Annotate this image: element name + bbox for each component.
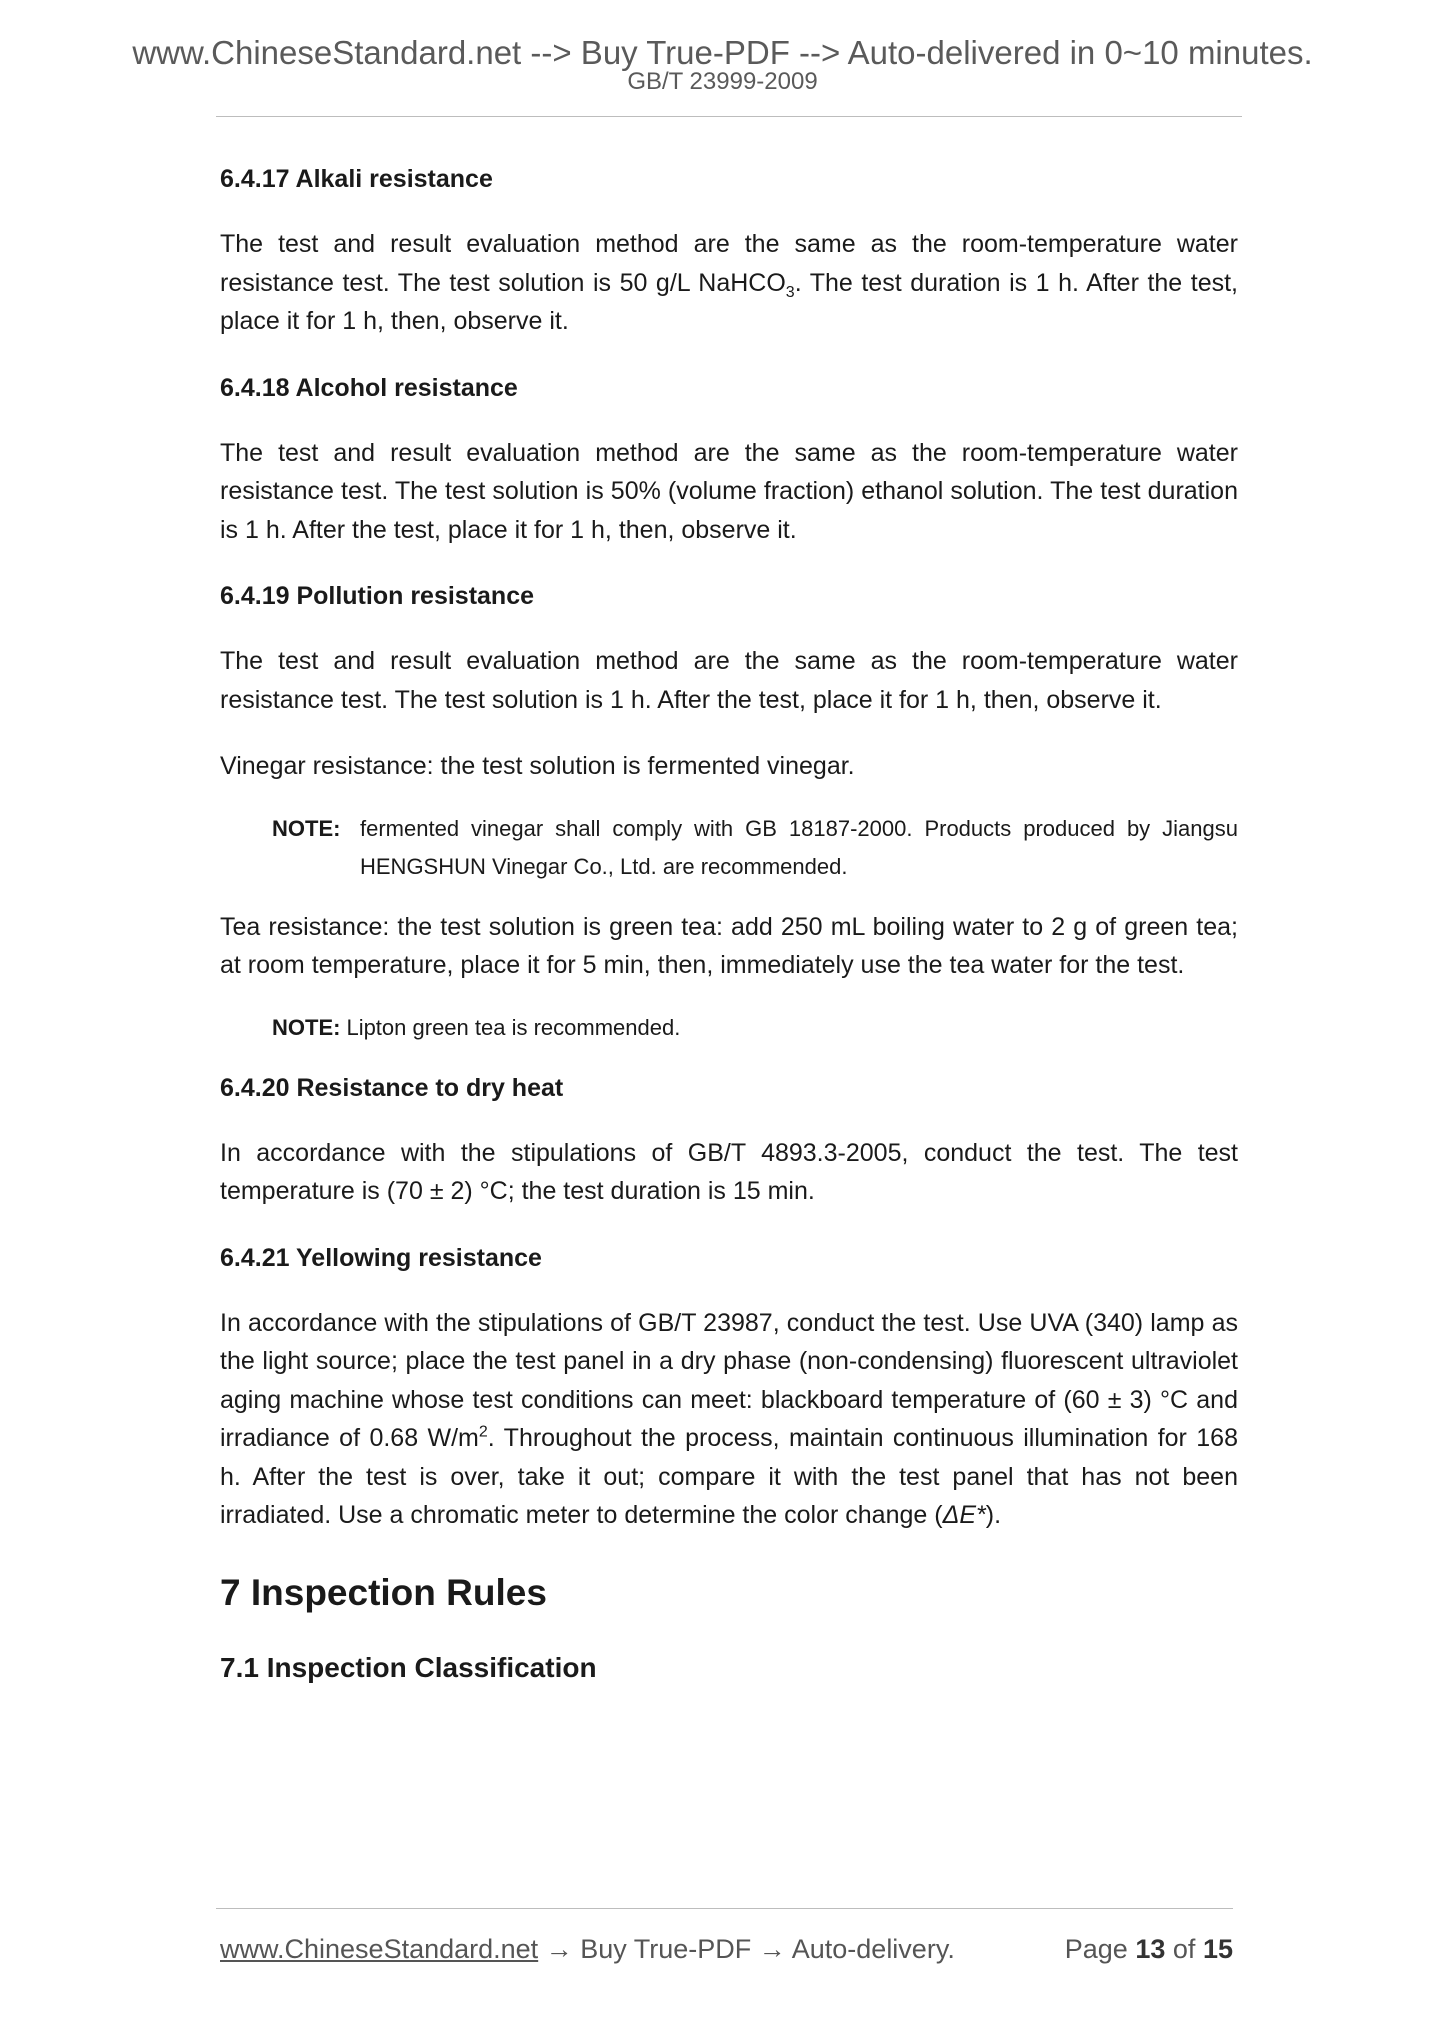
section-heading-6-4-18: 6.4.18 Alcohol resistance: [220, 373, 518, 402]
page-footer: [220, 1932, 1233, 1966]
footer-site-link[interactable]: www.ChineseStandard.net: [220, 1934, 539, 1964]
paragraph-text: The test and result evaluation method are the same as the room-temperature water resistance test. The test solution is 50 g/L NaHCO: [220, 230, 1238, 297]
section-heading-6-4-17: 6.4.17 Alkali resistance: [220, 165, 493, 193]
note-label: NOTE:: [272, 815, 341, 841]
paragraph-text: . Throughout the process, maintain continuous illumination for 168 h. After the test is over, take it out; compare it with the test panel that has not been irradiated. Use a chromatic meter to determine the color change (: [220, 1424, 1238, 1529]
paragraph-text: In accordance with the stipulations of GB/T 23987, conduct the test. Use UVA (340) lamp as the light source; place the test panel in a dry phase (non-condensing) fluorescent ultraviolet aging machine whose test conditions can meet: blackboard temperature of (60 ± 3) °C and irradiance of 0.68 W/m: [220, 1308, 1238, 1452]
paragraph-alkali: [220, 225, 1238, 341]
superscript: 2: [478, 1423, 488, 1441]
paragraph-vinegar: Vinegar resistance: the test solution is fermented vinegar.: [220, 752, 855, 780]
paragraph-tea: Tea resistance: the test solution is green tea: add 250 mL boiling water to 2 g of green tea; at room temperature, place it for 5 min, then, immediately use the tea water for the test.: [220, 912, 1238, 979]
note-tea: [272, 1009, 1238, 1047]
subscript: 3: [785, 283, 795, 301]
section-heading-6-4-19: 6.4.19 Pollution resistance: [220, 582, 535, 610]
document-id: GB/T 23999-2009: [627, 68, 818, 95]
footer-divider: [216, 1908, 1233, 1909]
paragraph-pollution: The test and result evaluation method are the same as the room-temperature water resistance test. The test solution is 1 h. After the test, place it for 1 h, then, observe it.: [220, 647, 1238, 714]
footer-promo-text: → Buy True-PDF → Auto-delivery.: [538, 1934, 955, 1964]
note-vinegar: [272, 810, 1238, 886]
page-label: Page: [1064, 1934, 1128, 1964]
header-divider: [216, 116, 1242, 117]
chapter-heading-7: 7 Inspection Rules: [220, 1571, 547, 1613]
note-text: Lipton green tea is recommended.: [346, 1014, 681, 1040]
note-text: fermented vinegar shall comply with GB 18187-2000. Products produced by Jiangsu HENGSHUN Vinegar Co., Ltd. are recommended.: [360, 815, 1238, 879]
paragraph-text: ).: [985, 1501, 1002, 1529]
header-banner: www.ChineseStandard.net --> Buy True-PDF --> Auto-delivered in 0~10 minutes.: [132, 34, 1313, 71]
paragraph-dry-heat: In accordance with the stipulations of GB/T 4893.3-2005, conduct the test. The test temperature is (70 ± 2) °C; the test duration is 15 min.: [220, 1138, 1238, 1205]
section-heading-6-4-21: 6.4.21 Yellowing resistance: [220, 1243, 542, 1272]
page-number: [1065, 1932, 1233, 1966]
section-heading-7-1: 7.1 Inspection Classification: [220, 1651, 597, 1683]
paragraph-text: . The test duration is 1 h. After the test, place it for 1 h, then, observe it.: [220, 268, 1238, 335]
delta-e-symbol: ΔE*: [942, 1501, 986, 1529]
footer-promo: [220, 1932, 955, 1966]
page-of: of: [1172, 1934, 1196, 1964]
note-label: NOTE:: [272, 1014, 341, 1040]
page-total: 15: [1202, 1934, 1233, 1964]
paragraph-yellowing: [220, 1304, 1238, 1535]
page-current: 13: [1135, 1934, 1166, 1964]
paragraph-alcohol: The test and result evaluation method are the same as the room-temperature water resistance test. The test solution is 50% (volume fraction) ethanol solution. The test duration is 1 h. After the test, place it for 1 h, then, observe it.: [220, 438, 1238, 544]
section-heading-6-4-20: 6.4.20 Resistance to dry heat: [220, 1073, 564, 1102]
page-body: [220, 160, 1238, 1687]
